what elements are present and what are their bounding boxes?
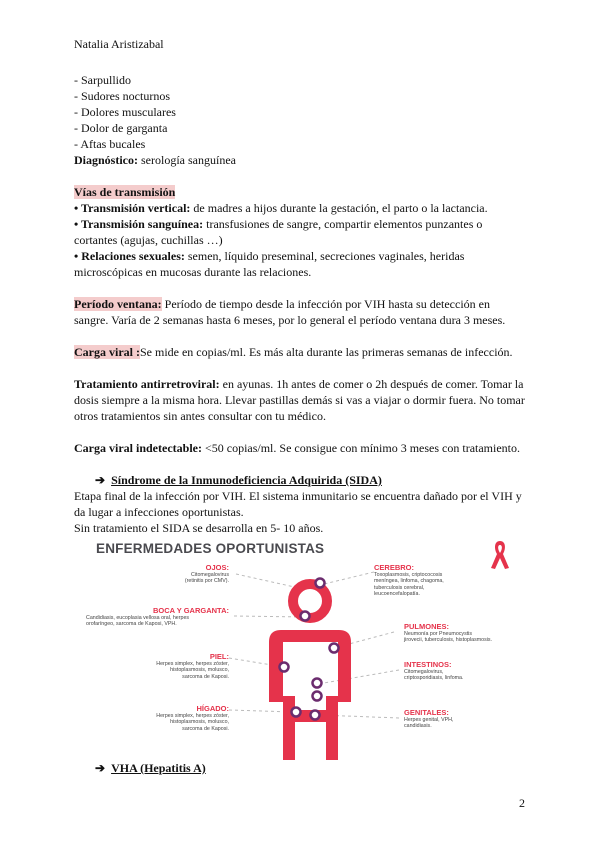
boca-garganta-desc: Candidiasis, eucoplasia vellosa oral, herpes orofaríngeo, sarcoma de Kaposi, VPH.	[86, 615, 190, 628]
intestinos-label: INTESTINOS:	[404, 660, 452, 669]
tratamiento-text: en ayunas. 1h antes de comer o 2h después de comer. Tomar la	[219, 377, 524, 391]
vias-vertical-text: de madres a hijos durante la gestación, el parto o la lactancia.	[190, 201, 488, 215]
carga-paragraph	[74, 344, 513, 360]
arrow-icon: ➔	[95, 473, 106, 487]
genitales-desc: Herpes genital, VPH, candidiasis.	[404, 717, 454, 730]
piel-desc: Herpes simplex, herpes zóster, histoplasmosis, molusco, sarcoma de Kaposi.	[156, 661, 229, 680]
piel-label: PIEL:	[209, 652, 229, 661]
higado-label: HÍGADO:	[196, 704, 229, 713]
periodo-text: Período de tiempo desde la infección por VIH hasta su detección en	[161, 297, 490, 311]
list-item: - Dolor de garganta	[74, 121, 168, 135]
indetectable-paragraph	[74, 440, 520, 456]
periodo-cont: sangre. Varía de 2 semanas hasta 6 meses, por lo general el período ventana dura 3 meses.	[74, 313, 506, 327]
vias-title: Vías de transmisión	[74, 185, 176, 199]
list-item: - Dolores musculares	[74, 105, 176, 119]
tratamiento-label: Tratamiento antirretroviral:	[74, 377, 220, 391]
higado-desc: Herpes simplex, herpes zóster, histoplasmosis, molusco, sarcoma de Kaposi.	[156, 713, 229, 732]
cerebro-desc: Toxoplasmosis, criptococosis meníngea, linfoma, chagoma, tuberculosis cerebral, leucoencefalopatía.	[374, 572, 444, 598]
cerebro-label: CEREBRO:	[374, 563, 415, 572]
tratamiento-cont-2: otros tratamientos sin antes consultar con tu médico.	[74, 409, 326, 423]
list-item: - Aftas bucales	[74, 137, 146, 151]
indetectable-label: Carga viral indetectable:	[74, 441, 202, 455]
vias-sanguinea-label: • Transmisión sanguínea:	[74, 217, 204, 231]
vias-sexuales-text: semen, líquido preseminal, secreciones vaginales, heridas	[184, 249, 465, 263]
sida-heading	[95, 472, 382, 488]
vias-sanguinea	[74, 216, 482, 232]
vias-sanguinea-text: transfusiones de sangre, compartir elementos punzantes o	[203, 217, 483, 231]
vias-heading	[74, 184, 175, 200]
diagnostico-label: Diagnóstico:	[74, 153, 138, 167]
vias-sanguinea-cont: cortantes (agujas, cuchillas …)	[74, 233, 223, 247]
list-item: - Sarpullido	[74, 73, 131, 87]
intestinos-desc: Citomegalovirus, criptosporidiasis, linfoma.	[404, 669, 464, 682]
carga-text: Se mide en copias/ml. Es más alta durante las primeras semanas de infección.	[139, 345, 513, 359]
periodo-label: Período ventana:	[74, 297, 162, 311]
carga-label: Carga viral :	[74, 345, 140, 359]
page-number: 2	[519, 796, 525, 810]
vha-heading	[95, 760, 206, 776]
vias-sexuales-label: • Relaciones sexuales:	[74, 249, 185, 263]
pulmones-label: PULMONES:	[404, 622, 449, 631]
sida-text-1: Etapa final de la infección por VIH. El sistema inmunitario se encuentra dañado por el VIH y	[74, 489, 522, 503]
sida-text-3: Sin tratamiento el SIDA se desarrolla en 5- 10 años.	[74, 521, 324, 535]
ojos-desc: Citomegalovirus (retinitis por CMV).	[184, 572, 229, 585]
diagnostico-paragraph	[74, 152, 236, 168]
infographic-title: ENFERMEDADES OPORTUNISTAS	[96, 541, 325, 556]
list-item: - Sudores nocturnos	[74, 89, 170, 103]
pulmones-desc: Neumonía por Pneumocystis jirovecii, tuberculosis, histoplasmosis.	[404, 631, 493, 644]
vha-title: VHA (Hepatitis A)	[111, 761, 206, 775]
indetectable-text: <50 copias/ml. Se consigue con mínimo 3 meses con tratamiento.	[201, 441, 521, 455]
vias-sexuales-cont: microscópicas en mucosas durante las relaciones.	[74, 265, 312, 279]
vias-vertical-label: • Transmisión vertical:	[74, 201, 191, 215]
infographic-enfermedades-oportunistas	[84, 538, 516, 760]
boca-garganta-label: BOCA Y GARGANTA:	[153, 606, 229, 615]
genitales-label: GENITALES:	[404, 708, 449, 717]
arrow-icon: ➔	[95, 761, 106, 775]
tratamiento-cont-1: dosis siempre a la misma hora. Llevar pastillas demás si vas a viajar o dormir fuera. No tomar	[74, 393, 525, 407]
ojos-label: OJOS:	[205, 563, 229, 572]
sida-text-2: da lugar a infecciones oportunistas.	[74, 505, 244, 519]
page-header-author: Natalia Aristizabal	[74, 37, 164, 51]
sida-title: Síndrome de la Inmunodeficiencia Adquirida (SIDA)	[111, 473, 382, 487]
vias-sexuales	[74, 248, 464, 264]
periodo-paragraph	[74, 296, 490, 312]
diagnostico-text: serología sanguínea	[138, 153, 236, 167]
vias-vertical	[74, 200, 488, 216]
tratamiento-paragraph	[74, 376, 523, 392]
